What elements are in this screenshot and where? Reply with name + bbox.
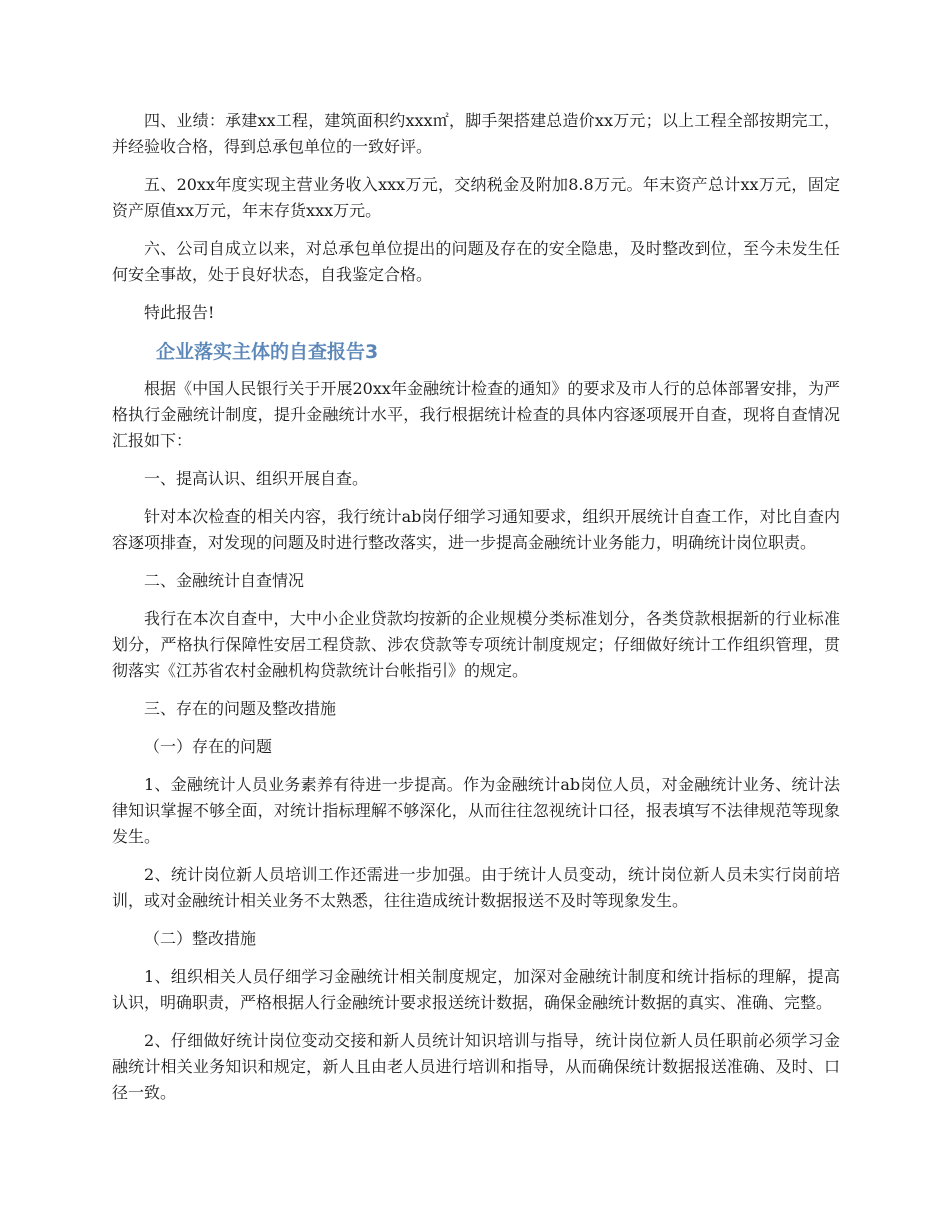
paragraph-problem-2: 2、统计岗位新人员培训工作还需进一步加强。由于统计人员变动，统计岗位新人员未实行岗前培训，或对金融统计相关业务不太熟悉，往往造成统计数据报送不及时等现象发生。 [112,865,840,910]
paragraph-item-1-body: 针对本次检查的相关内容，我行统计ab岗仔细学习通知要求，组织开展统计自查工作，对比自查内容逐项排查，对发现的问题及时进行整改落实，进一步提高金融统计业务能力，明确统计岗位职责。 [112,507,840,552]
paragraph-item-1-title: 一、提高认识、组织开展自查。 [144,469,369,488]
paragraph-problems-title: （一）存在的问题 [144,737,273,756]
section-heading: 企业落实主体的自查报告3 [156,341,379,363]
paragraph-measure-2: 2、仔细做好统计岗位变动交接和新人员统计知识培训与指导，统计岗位新人员任职前必须学习金融统计相关业务知识和规定，新人且由老人员进行培训和指导，从而确保统计数据报送准确、及时、口径一致。 [112,1031,840,1102]
paragraph-item-2-body: 我行在本次自查中，大中小企业贷款均按新的企业规模分类标准划分，各类贷款根据新的行业标准划分，严格执行保障性安居工程贷款、涉农贷款等专项统计制度规定；仔细做好统计工作组织管理，贯彻落实《江苏省农村金融机构贷款统计台帐指引》的规定。 [112,609,840,680]
paragraph-revenue: 五、20xx年度实现主营业务收入xxx万元，交纳税金及附加8.8万元。年末资产总计xx万元，固定资产原值xx万元，年末存货xxx万元。 [112,175,840,220]
document-page [112,108,840,1118]
paragraph-item-2-title: 二、金融统计自查情况 [144,571,305,590]
paragraph-problem-1: 1、金融统计人员业务素养有待进一步提高。作为金融统计ab岗位人员，对金融统计业务、统计法律知识掌握不够全面，对统计指标理解不够深化，从而往往忽视统计口径，报表填写不法律规范等现象发生。 [112,775,840,846]
paragraph-closing: 特此报告! [144,303,215,322]
paragraph-performance: 四、业绩：承建xx工程，建筑面积约xxx㎡，脚手架搭建总造价xx万元；以上工程全部按期完工，并经验收合格，得到总承包单位的一致好评。 [112,111,840,156]
paragraph-measure-1: 1、组织相关人员仔细学习金融统计相关制度规定，加深对金融统计制度和统计指标的理解，提高认识，明确职责，严格根据人行金融统计要求报送统计数据，确保金融统计数据的真实、准确、完整。 [112,967,840,1012]
paragraph-item-3-title: 三、存在的问题及整改措施 [144,699,337,718]
paragraph-safety: 六、公司自成立以来，对总承包单位提出的问题及存在的安全隐患，及时整改到位，至今未发生任何安全事故，处于良好状态，自我鉴定合格。 [112,239,840,284]
paragraph-measures-title: （二）整改措施 [144,929,257,948]
paragraph-intro: 根据《中国人民银行关于开展20xx年金融统计检查的通知》的要求及市人行的总体部署安排，为严格执行金融统计制度，提升金融统计水平，我行根据统计检查的具体内容逐项展开自查，现将自查情况汇报如下： [112,379,840,450]
